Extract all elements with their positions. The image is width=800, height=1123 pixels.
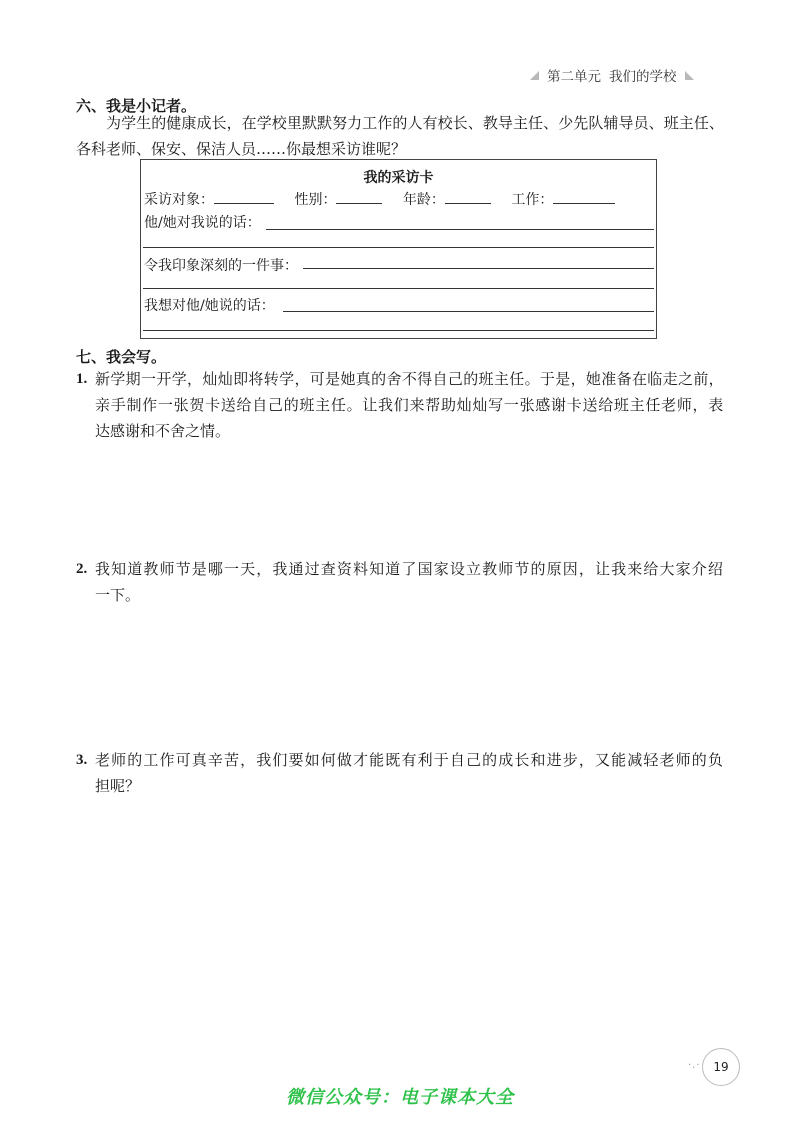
impression-line-2[interactable]: [143, 288, 654, 289]
unit-title: 我们的学校: [609, 69, 677, 85]
running-header: [530, 64, 730, 86]
target-blank[interactable]: [214, 189, 274, 204]
section6-heading: 六、我是小记者。: [76, 97, 197, 115]
want-say-line-2[interactable]: [143, 330, 654, 331]
q1-number: 1.: [76, 371, 88, 387]
gender-label: 性别：: [294, 192, 337, 208]
page-number: 19: [702, 1048, 740, 1086]
interview-card: [140, 159, 657, 339]
target-label: 采访对象：: [144, 192, 214, 208]
triangle-left-icon: [530, 71, 539, 80]
q1-line3: 达感谢和不舍之情。: [95, 422, 231, 440]
section7-heading: 七、我会写。: [76, 348, 167, 366]
section6-intro-line2: 各科老师、保安、保洁人员……你最想采访谁呢？: [76, 140, 407, 158]
impression-prompt: 令我印象深刻的一件事：: [144, 258, 298, 274]
age-label: 年龄：: [402, 192, 445, 208]
dots-decoration: ·.·: [688, 1060, 701, 1071]
said-prompt: 他/她对我说的话：: [144, 215, 261, 231]
section6-intro-line1: 为学生的健康成长，在学校里默默努力工作的人有校长、教导主任、少先队辅导员、班主任、: [106, 114, 725, 132]
card-title: 我的采访卡: [363, 170, 434, 186]
watermark: 微信公众号：电子课本大全: [286, 1087, 514, 1108]
impression-line-1[interactable]: [303, 268, 654, 269]
card-info-row: [144, 189, 615, 209]
job-blank[interactable]: [553, 189, 615, 204]
want-say-prompt: 我想对他/她说的话：: [144, 298, 275, 314]
gender-blank[interactable]: [336, 189, 382, 204]
q3-line2: 担呢？: [95, 777, 141, 795]
q3-line1: 老师的工作可真辛苦，我们要如何做才能既有利于自己的成长和进步，又能减轻老师的负: [95, 751, 725, 769]
job-label: 工作：: [511, 192, 554, 208]
said-line-1[interactable]: [266, 229, 654, 230]
q3-number: 3.: [76, 752, 88, 768]
unit-label: 第二单元: [547, 69, 601, 85]
said-line-2[interactable]: [143, 247, 654, 248]
want-say-line-1[interactable]: [283, 311, 654, 312]
age-blank[interactable]: [445, 189, 491, 204]
q2-line2: 一下。: [95, 586, 141, 604]
triangle-right-icon: [685, 71, 694, 80]
q1-line1: 新学期一开学，灿灿即将转学，可是她真的舍不得自己的班主任。于是，她准备在临走之前，: [95, 370, 725, 388]
q2-line1: 我知道教师节是哪一天，我通过查资料知道了国家设立教师节的原因，让我来给大家介绍: [95, 560, 725, 578]
q2-number: 2.: [76, 561, 88, 577]
q1-line2: 亲手制作一张贺卡送给自己的班主任。让我们来帮助灿灿写一张感谢卡送给班主任老师，表: [95, 396, 725, 414]
